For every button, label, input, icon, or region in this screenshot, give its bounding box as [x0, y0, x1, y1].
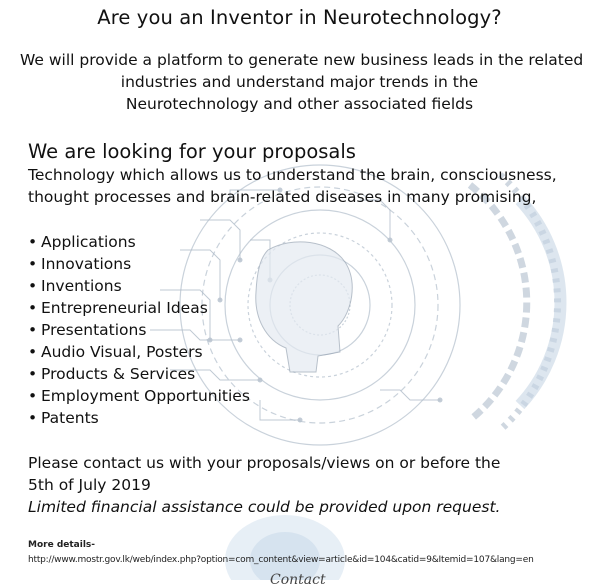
intro-line: Neurotechnology and other associated fields: [125, 95, 474, 113]
proposals-heading: We are looking for your proposals: [28, 140, 356, 163]
intro-line: industries and understand major trends in the: [120, 73, 479, 91]
list-item-label: Audio Visual, Posters: [41, 343, 203, 361]
more-details-label: More details-: [28, 540, 95, 550]
bullet-icon: •: [28, 321, 38, 339]
list-item-label: Innovations: [41, 255, 132, 273]
bullet-icon: •: [28, 343, 38, 361]
list-item: [28, 275, 250, 297]
list-item-label: Patents: [41, 409, 99, 427]
footer-contact-text: Contact: [270, 572, 326, 588]
proposal-types-list: [28, 231, 250, 429]
list-item-label: Applications: [41, 233, 136, 251]
bullet-icon: •: [28, 365, 38, 383]
list-item-label: Inventions: [41, 277, 122, 295]
page-title: Are you an Inventor in Neurotechnology?: [97, 6, 502, 29]
bullet-icon: •: [28, 387, 38, 405]
list-item-label: Products & Services: [41, 365, 196, 383]
list-item: [28, 363, 250, 385]
contact-paragraph: [28, 452, 500, 518]
contact-line: 5th of July 2019: [28, 476, 151, 494]
intro-paragraph: [20, 49, 584, 115]
list-item: [28, 407, 250, 429]
description-paragraph: [28, 164, 557, 208]
intro-line: We will provide a platform to generate new business leads in the related: [20, 51, 584, 69]
more-details-link[interactable]: http://www.mostr.gov.lk/web/index.php?option=com_content&view=article&id=104&catid=9&Itemid=107&lang=en: [28, 555, 534, 565]
bullet-icon: •: [28, 277, 38, 295]
contact-line: Please contact us with your proposals/views on or before the: [28, 454, 501, 472]
more-details: [28, 538, 534, 568]
list-item-label: Entrepreneurial Ideas: [41, 299, 208, 317]
bullet-icon: •: [28, 255, 38, 273]
list-item: [28, 297, 250, 319]
list-item-label: Employment Opportunities: [41, 387, 250, 405]
list-item: [28, 231, 250, 253]
bullet-icon: •: [28, 299, 38, 317]
description-line: thought processes and brain-related diseases in many promising,: [28, 188, 537, 206]
list-item: [28, 253, 250, 275]
list-item: [28, 385, 250, 407]
list-item: [28, 341, 250, 363]
bullet-icon: •: [28, 409, 38, 427]
bullet-icon: •: [28, 233, 38, 251]
description-line: Technology which allows us to understand the brain, consciousness,: [28, 166, 557, 184]
list-item: [28, 319, 250, 341]
list-item-label: Presentations: [41, 321, 147, 339]
assistance-note: Limited financial assistance could be provided upon request.: [28, 498, 501, 516]
